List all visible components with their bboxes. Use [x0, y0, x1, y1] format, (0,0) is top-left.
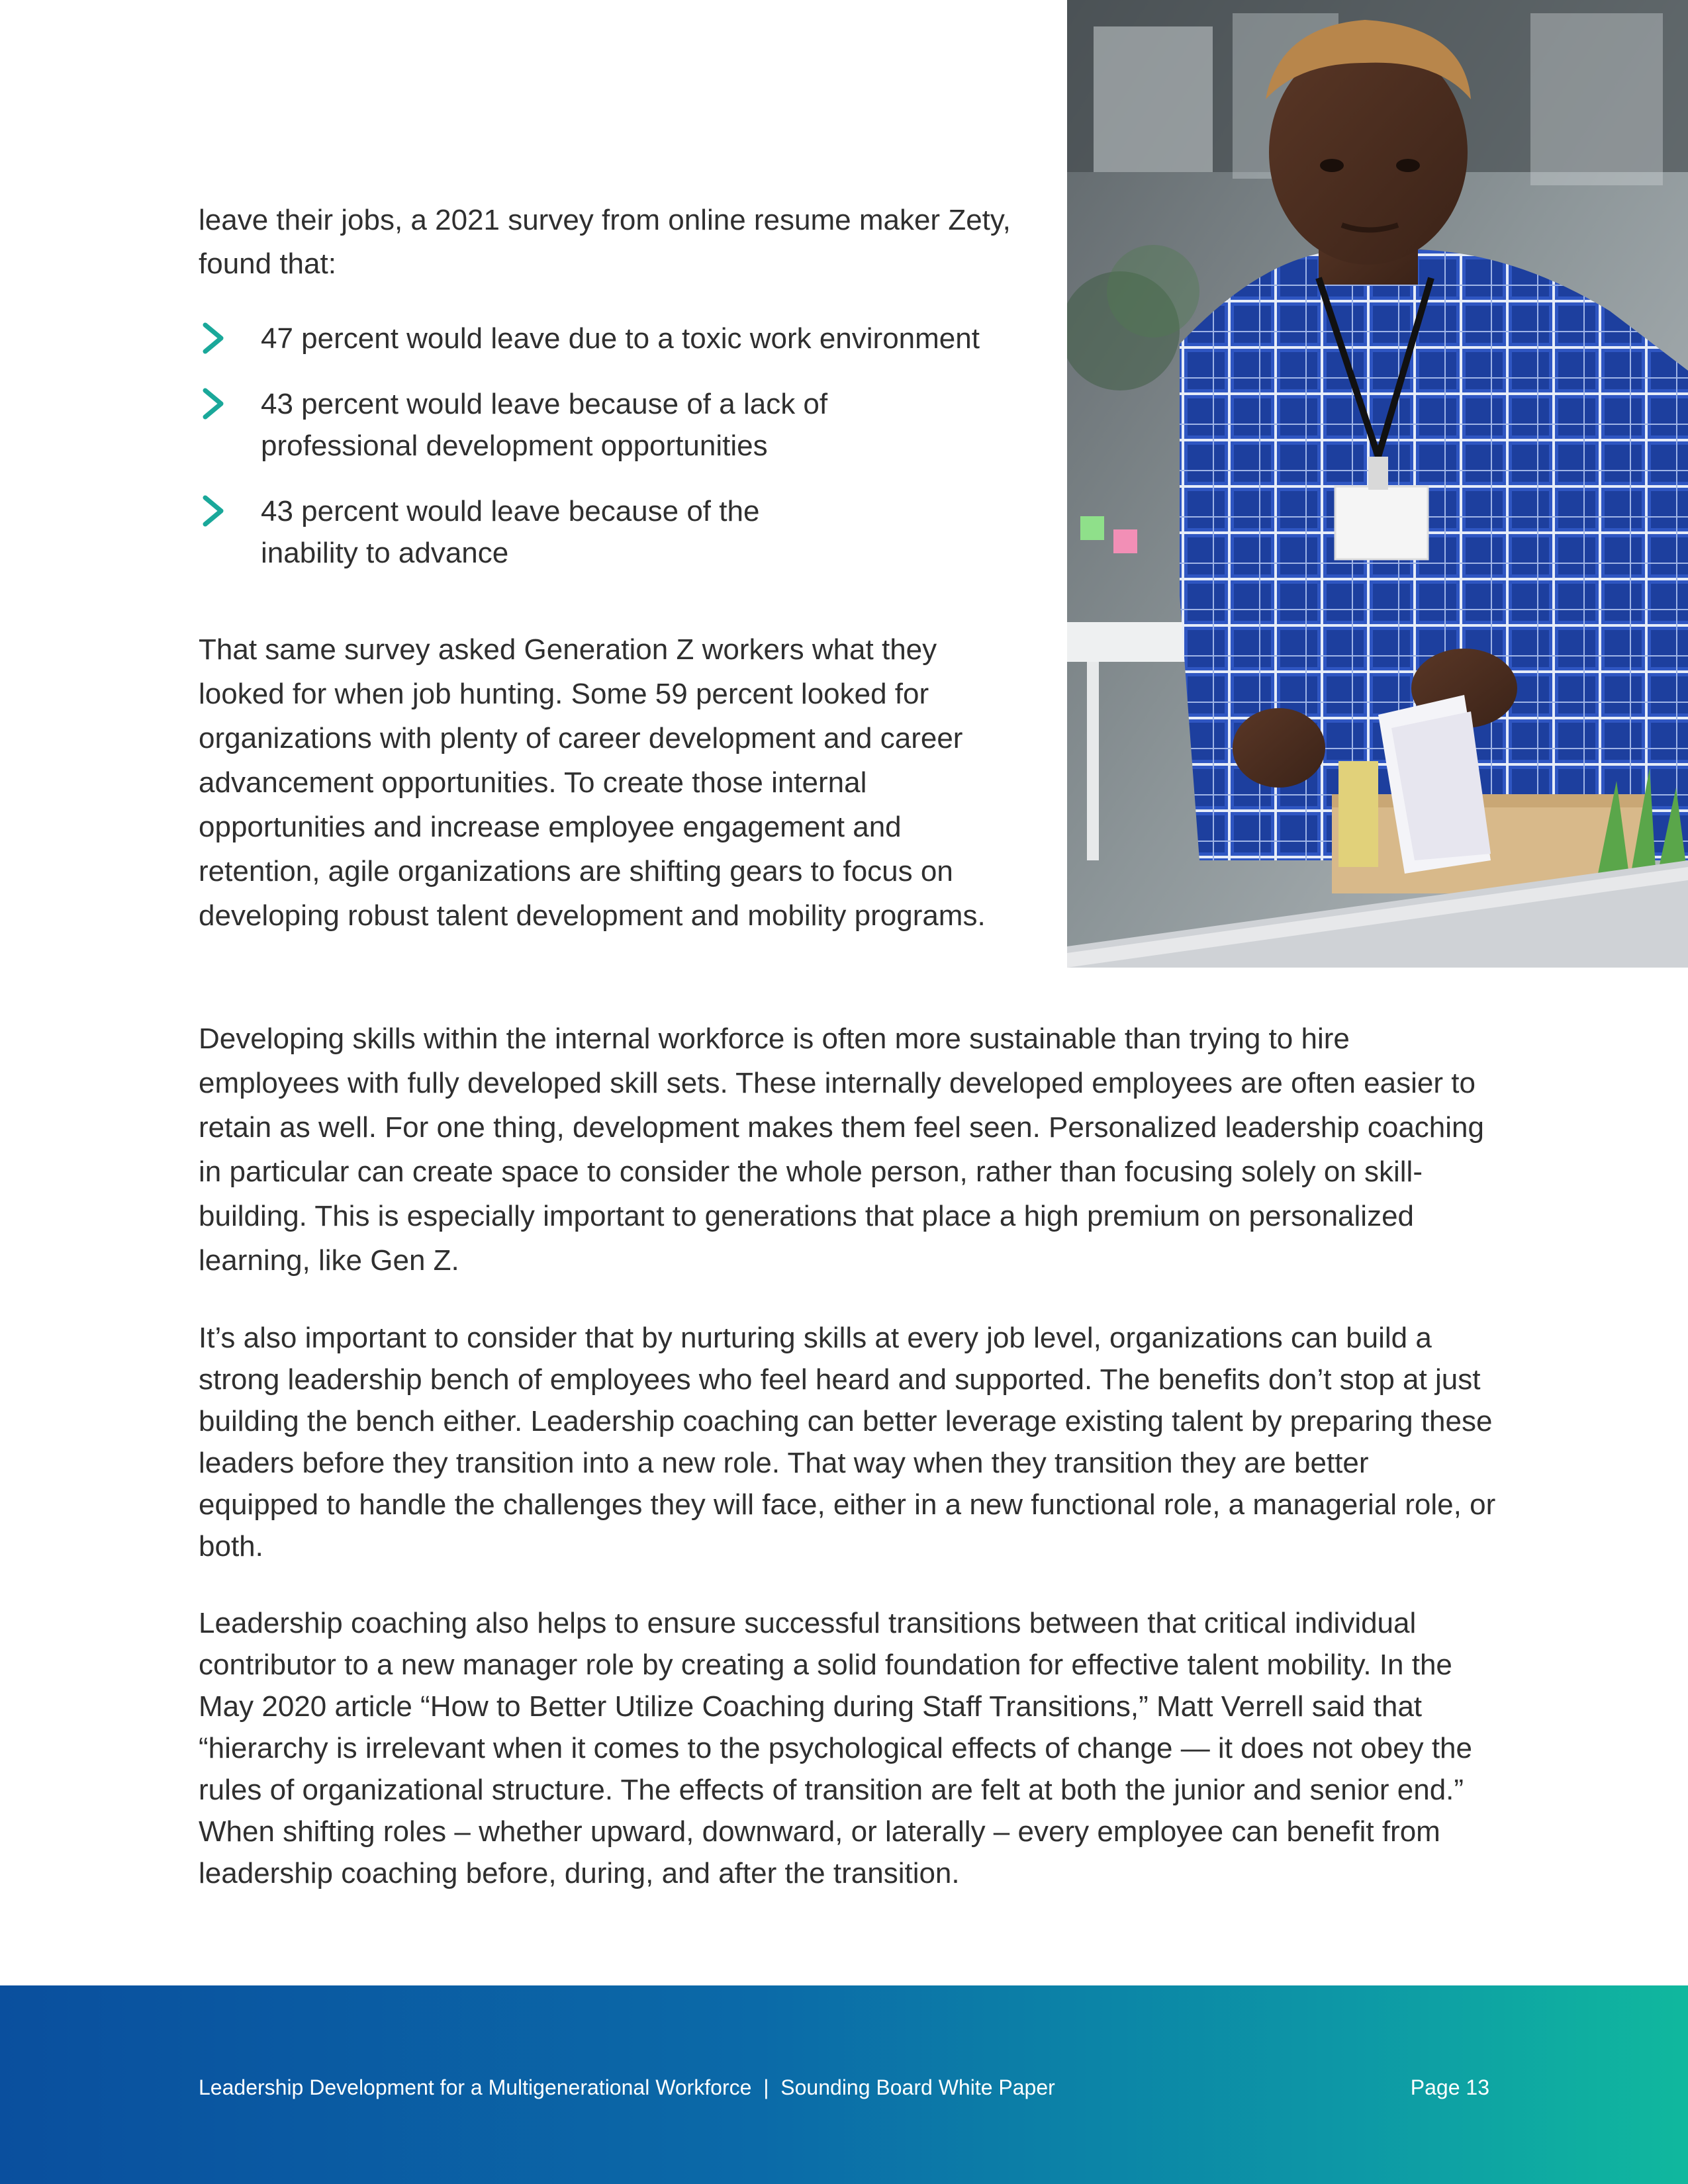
body-paragraph: It’s also important to consider that by nurturing skills at every job level, organizations can build a strong leadership bench of employees who feel heard and supported. The benefits don’t stop at just building the bench either. Leadership coaching can better leverage existing talent by preparing these leaders before they transition into a new role. That way when they transition they are better equipped to handle the challenges they will face, either in a new functional role, a managerial role, or both. — [199, 1322, 1496, 1563]
list-item — [199, 383, 1026, 467]
page-footer — [0, 1985, 1688, 2184]
body-paragraph: That same survey asked Generation Z workers what they looked for when job hunting. Some 59 percent looked for organizations with plenty of career development and career advancement opportunities. To create those internal opportunities and increase employee engagement and retention, agile organizations are shifting gears to focus on developing robust talent development and mobility programs. — [199, 633, 986, 932]
bullet-text-line: 43 percent would leave because of the — [261, 495, 760, 527]
chevron-right-icon — [200, 494, 226, 527]
office-worker-illustration — [1067, 0, 1688, 968]
chevron-right-icon — [200, 322, 226, 355]
chevron-right-icon — [200, 387, 226, 420]
intro-paragraph: leave their jobs, a 2021 survey from online resume maker Zety, found that: — [199, 204, 1011, 280]
list-item — [199, 490, 1026, 574]
hero-photo — [1067, 0, 1688, 968]
footer-title: Leadership Development for a Multigenerational Workforce | Sounding Board White Paper — [199, 2075, 1055, 2099]
bullet-list — [199, 318, 1026, 598]
bullet-text: 47 percent would leave due to a toxic work environment — [261, 322, 980, 355]
bullet-text-line: 43 percent would leave because of a lack of — [261, 388, 828, 420]
list-item — [199, 318, 1026, 359]
bullet-text-line: inability to advance — [261, 537, 509, 569]
body-paragraph: Developing skills within the internal workforce is often more sustainable than trying to hire employees with fully developed skill sets. These internally developed employees are often easier to retain as well. For one thing, development makes them feel seen. Personalized leadership coaching in particular can create space to consider the whole person, rather than focusing solely on skill-building. This is especially important to generations that place a high premium on personalized learning, like Gen Z. — [199, 1023, 1484, 1277]
bullet-text-line: professional development opportunities — [261, 430, 768, 462]
page-number: Page 13 — [1410, 2075, 1489, 2099]
body-paragraph: Leadership coaching also helps to ensure successful transitions between that critical individual contributor to a new manager role by creating a solid foundation for effective talent mobility. In the May 2020 article “How to Better Utilize Coaching during Staff Transitions,” Matt Verrell said that “hierarchy is irrelevant when it comes to the psychological effects of change — it does not obey the rules of organizational structure. The effects of transition are felt at both the junior and senior end.” When shifting roles – whether upward, downward, or laterally – every employee can benefit from leadership coaching before, during, and after the transition. — [199, 1607, 1472, 1889]
